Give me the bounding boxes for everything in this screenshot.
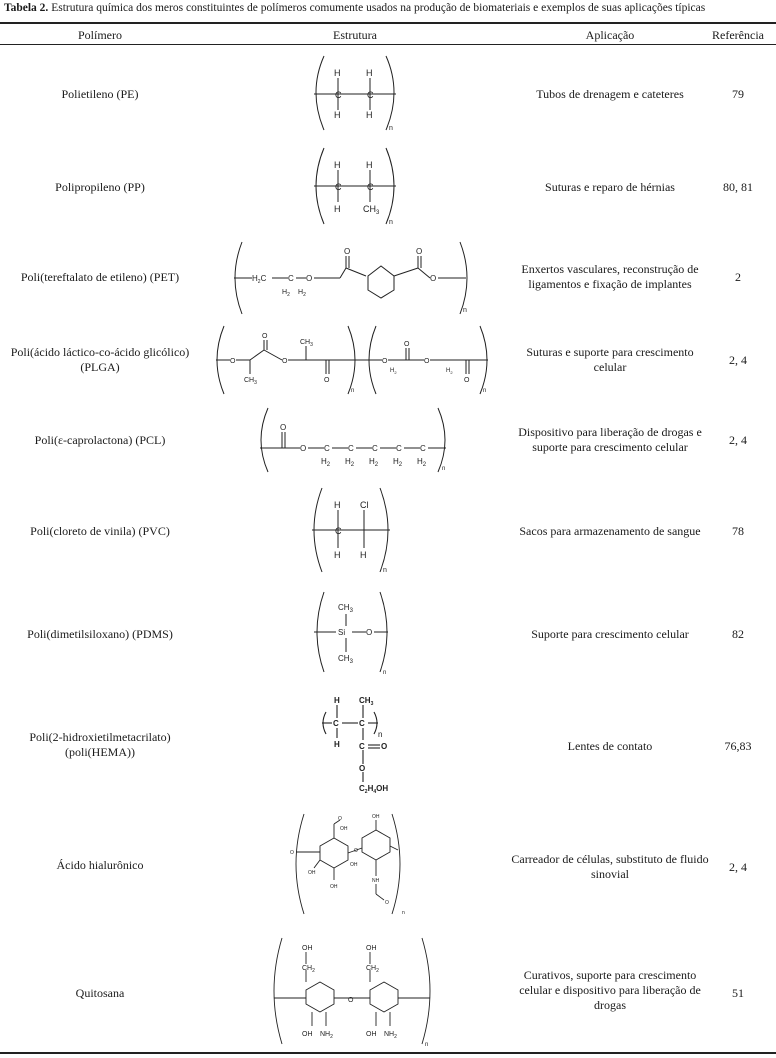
pp-methyl: $CH_3$	[363, 204, 380, 216]
plga-methyl: $CH_3$	[300, 339, 313, 348]
row-plga-reference: 2, 4	[729, 352, 747, 367]
pvc-atom-h: H	[334, 500, 341, 510]
chitosan-hydroxyl: OH	[366, 1031, 377, 1038]
bottom-rule	[0, 1052, 776, 1054]
pe-atom-h: H	[366, 110, 373, 120]
row-pcl-polymer: Poli(ε-caprolactona) (PCL)	[34, 432, 166, 447]
plga-atom-o: O	[464, 377, 470, 384]
chitosan-amine: $NH_2$	[320, 1031, 333, 1040]
plga-subscript-n: n	[351, 388, 355, 394]
pet-atom-o: O	[344, 247, 351, 256]
pe-atom-h: H	[334, 110, 341, 120]
hyaluronic-hydroxyl: OH	[372, 814, 380, 820]
plga-atom-o: O	[262, 333, 268, 340]
pp-structure	[300, 144, 410, 228]
pp-subscript-n: n	[389, 219, 393, 226]
pcl-h2: $H_2$	[369, 457, 379, 468]
chitosan-subscript-n: n	[425, 1042, 429, 1048]
pcl-h2: $H_2$	[417, 457, 427, 468]
hyaluronic-atom-o: O	[338, 816, 342, 822]
phema-atom-h: H	[334, 740, 340, 749]
header-reference: Referência	[712, 28, 764, 42]
row-pdms-polymer: Poli(dimetilsiloxano) (PDMS)	[27, 626, 173, 641]
plga-structure	[210, 322, 500, 398]
pdms-atom-si: Si	[338, 628, 346, 637]
row-pe-reference: 79	[732, 86, 744, 101]
pp-atom-h: H	[334, 160, 341, 170]
row-hyaluronic-application: Carreador de células, substituto de fluido sinovial	[511, 852, 709, 881]
row-chitosan-polymer: Quitosana	[75, 985, 125, 1000]
hyaluronic-hydroxyl: OH	[350, 862, 358, 868]
row-pcl-application: Dispositivo para liberação de drogas e suporte para crescimento celular	[518, 425, 702, 454]
pe-atom-h: H	[366, 68, 373, 78]
caption-label: Tabela 2.	[4, 2, 49, 14]
pp-atom-c: C	[335, 182, 342, 192]
pp-atom-c: C	[367, 182, 374, 192]
chitosan-atom-o: O	[348, 997, 354, 1004]
phema-atom-h: H	[334, 696, 340, 705]
pvc-subscript-n: n	[383, 567, 387, 574]
phema-subscript-n: n	[378, 730, 383, 739]
hyaluronic-hydroxyl: OH	[330, 884, 338, 890]
pcl-structure	[252, 404, 462, 476]
row-pdms-reference: 82	[732, 626, 744, 641]
pet-structure	[228, 238, 478, 318]
table-caption	[4, 2, 774, 14]
pe-structure	[300, 52, 410, 134]
plga-atom-o: O	[404, 341, 410, 348]
phema-hydroxyethyl: $C_2H_4OH$	[359, 784, 389, 795]
row-hyaluronic-polymer: Ácido hialurônico	[56, 857, 144, 872]
pvc-structure	[300, 484, 400, 576]
chitosan-ch2: $CH_2$	[302, 965, 315, 974]
pvc-atom-h: H	[334, 550, 341, 560]
row-pet-reference: 2	[735, 269, 741, 284]
plga-atom-o: O	[424, 358, 430, 365]
hyaluronic-structure	[286, 808, 416, 920]
hyaluronic-amide-nh: NH	[372, 878, 380, 884]
row-phema-polymer: Poli(2-hidroxietilmetacrilato) (poli(HEMA))	[29, 730, 171, 759]
pcl-h2: $H_2$	[393, 457, 403, 468]
pdms-subscript-n: n	[383, 670, 387, 676]
hyaluronic-atom-o: O	[385, 900, 389, 906]
phema-atom-c: C	[333, 719, 339, 728]
pcl-atom-c: C	[348, 444, 354, 453]
plga-h2: $H_2$	[390, 368, 397, 375]
row-pcl-reference: 2, 4	[729, 432, 747, 447]
pcl-atom-c: C	[420, 444, 426, 453]
row-plga-polymer: Poli(ácido láctico-co-ácido glicólico) (PLGA)	[10, 345, 190, 374]
phema-atom-c: C	[359, 719, 365, 728]
row-phema-reference: 76,83	[724, 738, 752, 753]
row-chitosan-application: Curativos, suporte para crescimento celular e dispositivo para liberação de drogas	[519, 967, 701, 1012]
header-structure: Estrutura	[333, 28, 377, 42]
pet-atom-c: C	[288, 274, 294, 283]
row-chitosan-reference: 51	[732, 985, 744, 1000]
caption-text: Estrutura química dos meros constituintes de polímeros comumente usados na produção de biomateriais e exemplos de suas aplicações típicas	[51, 2, 706, 14]
hyaluronic-atom-o: O	[290, 850, 294, 856]
pcl-atom-c: C	[372, 444, 378, 453]
pcl-atom-c: C	[324, 444, 330, 453]
row-phema-application: Lentes de contato	[567, 738, 653, 753]
row-plga-application: Suturas e suporte para crescimento celular	[526, 345, 694, 374]
pe-atom-c: C	[367, 90, 374, 100]
phema-structure	[316, 692, 406, 796]
pet-ch2-left: $H_2C$	[252, 274, 267, 285]
phema-methyl: $CH_3$	[359, 696, 374, 707]
row-hyaluronic-reference: 2, 4	[729, 859, 747, 874]
row-pe-application: Tubos de drenagem e cateteres	[536, 86, 684, 101]
chitosan-hydroxyl: OH	[302, 1031, 313, 1038]
pdms-methyl: $CH_3$	[338, 654, 353, 665]
pdms-structure	[306, 588, 396, 678]
pcl-atom-o: O	[280, 423, 287, 432]
pdms-methyl: $CH_3$	[338, 603, 353, 614]
row-pvc-polymer: Poli(cloreto de vinila) (PVC)	[30, 523, 170, 538]
pet-h2: $H_2$	[282, 289, 290, 298]
hyaluronic-hydroxyl: OH	[340, 826, 348, 832]
pp-atom-h: H	[366, 160, 373, 170]
pe-atom-c: C	[335, 90, 342, 100]
phema-atom-o: O	[359, 764, 366, 773]
chitosan-amine: $NH_2$	[384, 1031, 397, 1040]
row-pet-application: Enxertos vasculares, reconstrução de ligamentos e fixação de implantes	[521, 262, 699, 291]
plga-methyl: $CH_3$	[244, 377, 257, 386]
header-application: Aplicação	[585, 28, 635, 42]
pe-subscript-n: n	[389, 125, 393, 132]
header-rule	[0, 44, 776, 45]
pp-atom-h: H	[334, 204, 341, 214]
chitosan-hydroxyl: OH	[302, 945, 313, 952]
pcl-atom-o: O	[300, 444, 307, 453]
row-pvc-application: Sacos para armazenamento de sangue	[519, 523, 701, 538]
row-pvc-reference: 78	[732, 523, 744, 538]
pet-h2: $H_2$	[298, 289, 306, 298]
row-pdms-application: Suporte para crescimento celular	[531, 626, 689, 641]
row-pp-polymer: Polipropileno (PP)	[55, 179, 145, 194]
pcl-h2: $H_2$	[321, 457, 331, 468]
pet-atom-o: O	[430, 274, 437, 283]
plga-h2: $H_2$	[446, 368, 453, 375]
pvc-atom-h: H	[360, 550, 367, 560]
pcl-h2: $H_2$	[345, 457, 355, 468]
top-rule	[0, 22, 776, 24]
hyaluronic-hydroxyl: OH	[308, 870, 316, 876]
plga-subscript-n: n	[483, 388, 487, 394]
header-polymer: Polímero	[78, 28, 122, 42]
pcl-subscript-n: n	[442, 466, 446, 472]
pvc-atom-c: C	[335, 526, 342, 536]
plga-atom-o: O	[282, 358, 288, 365]
phema-atom-o: O	[381, 742, 388, 751]
row-pp-reference: 80, 81	[723, 179, 753, 194]
hyaluronic-atom-o: O	[354, 848, 358, 854]
row-pp-application: Suturas e reparo de hérnias	[545, 179, 675, 194]
plga-atom-o: O	[324, 377, 330, 384]
plga-atom-o: O	[382, 358, 388, 365]
pet-subscript-n: n	[463, 307, 467, 314]
plga-atom-o: O	[230, 358, 236, 365]
chitosan-structure	[262, 934, 442, 1048]
row-pe-polymer: Polietileno (PE)	[61, 86, 139, 101]
pet-atom-o: O	[306, 274, 313, 283]
pvc-atom-cl: Cl	[360, 500, 369, 510]
pet-atom-o: O	[416, 247, 423, 256]
phema-atom-c: C	[359, 742, 365, 751]
pdms-atom-o: O	[366, 628, 373, 637]
chitosan-hydroxyl: OH	[366, 945, 377, 952]
pe-atom-h: H	[334, 68, 341, 78]
hyaluronic-subscript-n: n	[402, 910, 405, 916]
chitosan-ch2: $CH_2$	[366, 965, 379, 974]
row-pet-polymer: Poli(tereftalato de etileno) (PET)	[20, 269, 180, 284]
pcl-atom-c: C	[396, 444, 402, 453]
